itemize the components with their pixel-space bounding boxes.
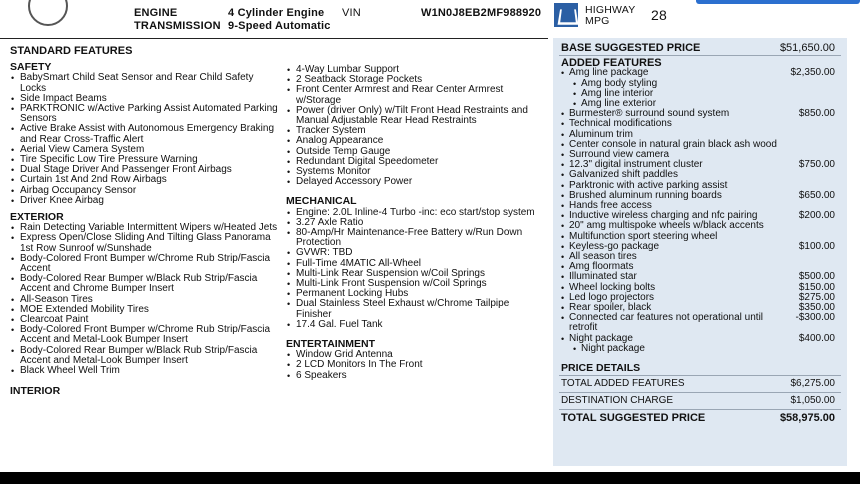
exterior-section <box>10 212 278 376</box>
list-item: • Body-Colored Rear Bumper w/Black Rub Strip/Fascia Accent and Metal-Look Bumper Insert <box>10 346 278 366</box>
base-price-value: $51,650.00 <box>779 42 835 54</box>
list-item: • 17.4 Gal. Fuel Tank <box>286 320 544 330</box>
total-added-value: $6,275.00 <box>790 378 835 390</box>
added-feature-label: Galvanized shift paddles <box>569 169 678 181</box>
added-feature-label: Amg floormats <box>569 261 634 273</box>
divider-line <box>0 38 548 39</box>
added-feature-label: Amg line interior <box>581 87 654 99</box>
highway-road-icon <box>554 3 578 27</box>
interior-title: INTERIOR <box>10 385 61 398</box>
added-feature-item <box>553 313 847 333</box>
engine-value: 4 Cylinder Engine <box>228 7 325 19</box>
list-item: • Tire Specific Low Tire Pressure Warning <box>10 155 278 165</box>
list-item: • Driver Knee Airbag <box>10 196 278 206</box>
added-feature-label: Surround view camera <box>569 149 670 161</box>
list-item: • 2 LCD Monitors In The Front <box>286 360 544 370</box>
added-feature-label: 20" amg multispoke wheels w/black accents <box>569 220 764 232</box>
list-item: • Aerial View Camera System <box>10 145 278 155</box>
standard-features-middle-column <box>286 44 544 381</box>
base-price-label: BASE SUGGESTED PRICE <box>561 42 701 54</box>
added-feature-label: Aluminum trim <box>569 128 633 140</box>
added-feature-label: Night package <box>581 342 645 354</box>
highway-label: HIGHWAY <box>585 4 636 16</box>
transmission-label: TRANSMISSION <box>134 20 221 32</box>
added-feature-label: Amg body styling <box>581 77 658 89</box>
added-feature-price: $500.00 <box>798 271 835 283</box>
list-item: • Outside Temp Gauge <box>286 147 544 157</box>
added-feature-label: Technical modifications <box>569 118 672 130</box>
added-feature-label: Parktronic with active parking assist <box>569 179 728 191</box>
engine-label: ENGINE <box>134 7 178 19</box>
pricing-panel <box>553 38 847 466</box>
standard-features-title: STANDARD FEATURES <box>10 45 133 57</box>
list-item: • Express Open/Close Sliding And Tilting Glass Panorama 1st Row Sunroof w/Sunshade <box>10 233 278 253</box>
header-accent-bar <box>696 0 860 4</box>
added-feature-label: 12.3" digital instrument cluster <box>569 159 703 171</box>
list-item: • Airbag Occupancy Sensor <box>10 186 278 196</box>
bottom-bar <box>0 472 860 484</box>
highway-mpg-value: 28 <box>651 7 667 23</box>
added-feature-label: Multifunction sport steering wheel <box>569 230 718 242</box>
list-item: • Analog Appearance <box>286 136 544 146</box>
destination-label: DESTINATION CHARGE <box>561 395 674 407</box>
sticker-header <box>0 0 860 36</box>
destination-value: $1,050.00 <box>790 395 835 407</box>
list-item: • MOE Extended Mobility Tires <box>10 305 278 315</box>
added-feature-label: Rear spoiler, black <box>569 302 652 314</box>
added-feature-label: Brushed aluminum running boards <box>569 189 722 201</box>
divider-line <box>559 409 841 410</box>
added-features-list <box>553 68 847 354</box>
list-item: • 6 Speakers <box>286 371 544 381</box>
added-features-title: ADDED FEATURES <box>561 57 662 70</box>
mechanical-title: MECHANICAL <box>286 195 357 208</box>
added-feature-label: Connected car features not operational until retrofit <box>569 312 764 334</box>
added-feature-label: Led logo projectors <box>569 291 655 303</box>
added-feature-price: $150.00 <box>798 281 835 293</box>
vin-label: VIN <box>342 7 361 19</box>
list-item: • Side Impact Beams <box>10 94 278 104</box>
list-item: • GVWR: TBD <box>286 248 544 258</box>
list-item: • Full-Time 4MATIC All-Wheel <box>286 259 544 269</box>
added-feature-price: $100.00 <box>798 240 835 252</box>
divider-line <box>559 55 841 56</box>
list-item: • Front Center Armrest and Rear Center Armrest w/Storage <box>286 85 544 105</box>
added-feature-label: All season tires <box>569 251 637 263</box>
list-item: • PARKTRONIC w/Active Parking Assist Automated Parking Sensors <box>10 104 278 124</box>
list-item: • All-Season Tires <box>10 295 278 305</box>
list-item: • 3.27 Axle Ratio <box>286 218 544 228</box>
added-feature-label: Amg line package <box>569 67 649 79</box>
list-item: • Dual Stage Driver And Passenger Front Airbags <box>10 165 278 175</box>
added-feature-label: Wheel locking bolts <box>569 281 656 293</box>
added-feature-price: $650.00 <box>798 189 835 201</box>
list-item: • Active Brake Assist with Autonomous Emergency Braking and Rear Cross-Traffic Alert <box>10 124 278 144</box>
added-feature-price: $400.00 <box>798 332 835 344</box>
safety-section <box>10 62 278 206</box>
entertainment-title: ENTERTAINMENT <box>286 338 376 351</box>
added-feature-price: $275.00 <box>798 291 835 303</box>
divider-line <box>559 375 841 376</box>
list-item: • Curtain 1st And 2nd Row Airbags <box>10 175 278 185</box>
total-added-row <box>553 378 847 390</box>
added-feature-item <box>553 344 847 354</box>
entertainment-section <box>286 339 544 381</box>
list-item: • Redundant Digital Speedometer <box>286 157 544 167</box>
mercedes-star-logo <box>28 0 68 26</box>
interior-items <box>286 65 544 187</box>
added-feature-label: Illuminated star <box>569 271 637 283</box>
list-item: • 2 Seatback Storage Pockets <box>286 75 544 85</box>
added-feature-price: -$300.00 <box>795 312 835 324</box>
list-item: • Power (driver Only) w/Tilt Front Head Restraints and Manual Adjustable Rear Head Restraints <box>286 106 544 126</box>
list-item: • Window Grid Antenna <box>286 350 544 360</box>
transmission-value: 9-Speed Automatic <box>228 20 331 32</box>
added-feature-price: $850.00 <box>798 108 835 120</box>
mechanical-section <box>286 196 544 330</box>
added-feature-label: Hands free access <box>569 200 652 212</box>
list-item: • Body-Colored Front Bumper w/Chrome Rub Strip/Fascia Accent <box>10 254 278 274</box>
list-item: • 4-Way Lumbar Support <box>286 65 544 75</box>
added-feature-price: $750.00 <box>798 159 835 171</box>
list-item: • Black Wheel Well Trim <box>10 366 278 376</box>
list-item: • Multi-Link Front Suspension w/Coil Springs <box>286 279 544 289</box>
standard-features-left-column <box>10 44 278 398</box>
list-item: • Permanent Locking Hubs <box>286 289 544 299</box>
list-item: • Delayed Accessory Power <box>286 177 544 187</box>
list-item: • Dual Stainless Steel Exhaust w/Chrome Tailpipe Finisher <box>286 299 544 319</box>
list-item: • BabySmart Child Seat Sensor and Rear Child Safety Locks <box>10 73 278 93</box>
total-price-label: TOTAL SUGGESTED PRICE <box>561 412 706 425</box>
added-feature-label: Inductive wireless charging and nfc pairing <box>569 210 758 222</box>
added-feature-label: Amg line exterior <box>581 98 657 110</box>
price-details-title: PRICE DETAILS <box>561 362 641 375</box>
list-item: • Rain Detecting Variable Intermittent Wipers w/Heated Jets <box>10 223 278 233</box>
added-feature-price: $2,350.00 <box>790 67 835 79</box>
list-item: • Tracker System <box>286 126 544 136</box>
exterior-title: EXTERIOR <box>10 211 64 224</box>
list-item: • Engine: 2.0L Inline-4 Turbo -inc: eco start/stop system <box>286 208 544 218</box>
list-item: • Multi-Link Rear Suspension w/Coil Springs <box>286 269 544 279</box>
list-item: • Body-Colored Front Bumper w/Chrome Rub Strip/Fascia Accent and Metal-Look Bumper Insert <box>10 325 278 345</box>
mpg-label: MPG <box>585 15 610 27</box>
list-item: • Systems Monitor <box>286 167 544 177</box>
base-price-row <box>553 43 847 53</box>
list-item: • Clearcoat Paint <box>10 315 278 325</box>
list-item: • 80-Amp/Hr Maintenance-Free Battery w/Run Down Protection <box>286 228 544 248</box>
added-feature-label: Burmester® surround sound system <box>569 108 730 120</box>
interior-section <box>10 386 278 396</box>
total-added-label: TOTAL ADDED FEATURES <box>561 378 685 390</box>
total-price-value: $58,975.00 <box>779 412 835 425</box>
safety-title: SAFETY <box>10 61 52 74</box>
added-feature-label: Center console in natural grain black ash wood <box>569 138 777 150</box>
total-price-row <box>553 412 847 424</box>
vin-value: W1N0J8EB2MF988920 <box>421 7 542 19</box>
added-feature-label: Keyless-go package <box>569 240 660 252</box>
added-feature-price: $350.00 <box>798 302 835 314</box>
destination-row <box>553 395 847 407</box>
added-feature-price: $200.00 <box>798 210 835 222</box>
divider-line <box>559 392 841 393</box>
added-feature-label: Night package <box>569 332 633 344</box>
list-item: • Body-Colored Rear Bumper w/Black Rub Strip/Fascia Accent and Chrome Bumper Insert <box>10 274 278 294</box>
